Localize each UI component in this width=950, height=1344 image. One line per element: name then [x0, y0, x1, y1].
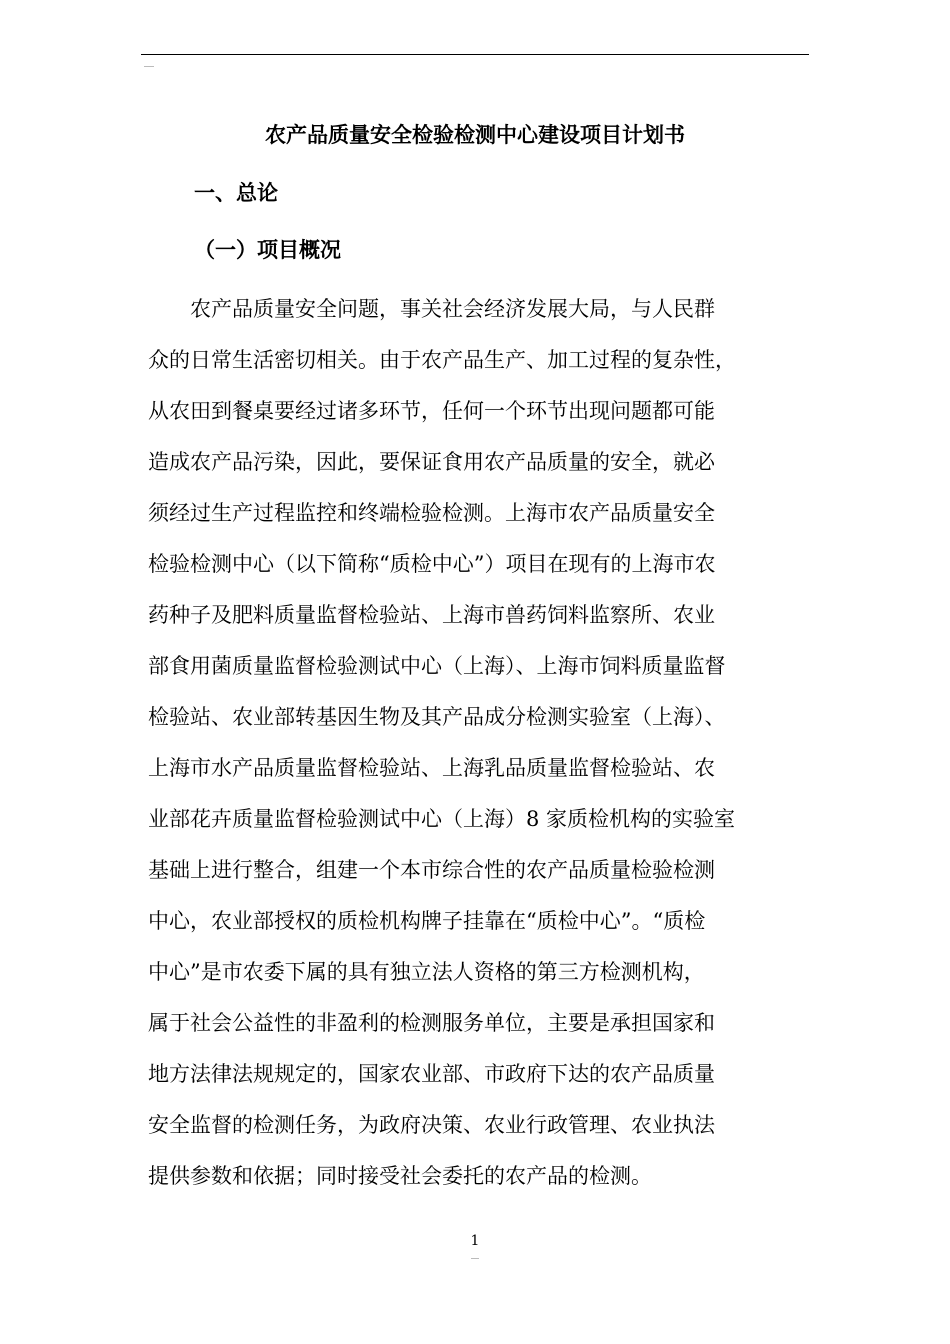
paragraph-line: 检验站、农业部转基因生物及其产品成分检测实验室（上海）、 — [148, 705, 726, 729]
paragraph-line: 中心”是市农委下属的具有独立法人资格的第三方检测机构， — [148, 960, 705, 984]
header-mark — [144, 66, 154, 67]
paragraph-line: 安全监督的检测任务，为政府决策、农业行政管理、农业执法 — [148, 1113, 715, 1137]
paragraph-line: 检验检测中心（以下简称“质检中心”）项目在现有的上海市农 — [148, 552, 716, 576]
paragraph-line: 造成农产品污染，因此，要保证食用农产品质量的安全，就必 — [148, 450, 715, 474]
paragraph-line: 业部花卉质量监督检验测试中心（上海）8 家质检机构的实验室 — [148, 807, 736, 831]
paragraph-line: 从农田到餐桌要经过诸多环节，任何一个环节出现问题都可能 — [148, 399, 715, 423]
footer-mark — [471, 1258, 479, 1259]
paragraph-line: 上海市水产品质量监督检验站、上海乳品质量监督检验站、农 — [148, 756, 715, 780]
body-paragraph — [148, 292, 808, 1210]
paragraph-line: 药种子及肥料质量监督检验站、上海市兽药饲料监察所、农业 — [148, 603, 715, 627]
paragraph-line: 农产品质量安全问题，事关社会经济发展大局，与人民群 — [148, 297, 715, 321]
paragraph-line: 地方法律法规规定的，国家农业部、市政府下达的农产品质量 — [148, 1062, 715, 1086]
paragraph-line: 属于社会公益性的非盈利的检测服务单位，主要是承担国家和 — [148, 1011, 715, 1035]
paragraph-line: 提供参数和依据；同时接受社会委托的农产品的检测。 — [148, 1164, 652, 1188]
paragraph-line: 须经过生产过程监控和终端检验检测。上海市农产品质量安全 — [148, 501, 715, 525]
header-rule — [141, 54, 809, 55]
section-heading: 一、总论 — [194, 181, 278, 205]
subsection-heading: （一）项目概况 — [194, 237, 341, 262]
paragraph-line: 中心，农业部授权的质检机构牌子挂靠在“质检中心”。“质检 — [148, 909, 706, 933]
document-title: 农产品质量安全检验检测中心建设项目计划书 — [265, 123, 685, 147]
page-number: 1 — [470, 1233, 480, 1249]
paragraph-line: 部食用菌质量监督检验测试中心（上海）、上海市饲料质量监督 — [148, 654, 726, 678]
paragraph-line: 基础上进行整合，组建一个本市综合性的农产品质量检验检测 — [148, 858, 715, 882]
paragraph-line: 众的日常生活密切相关。由于农产品生产、加工过程的复杂性， — [148, 348, 736, 372]
